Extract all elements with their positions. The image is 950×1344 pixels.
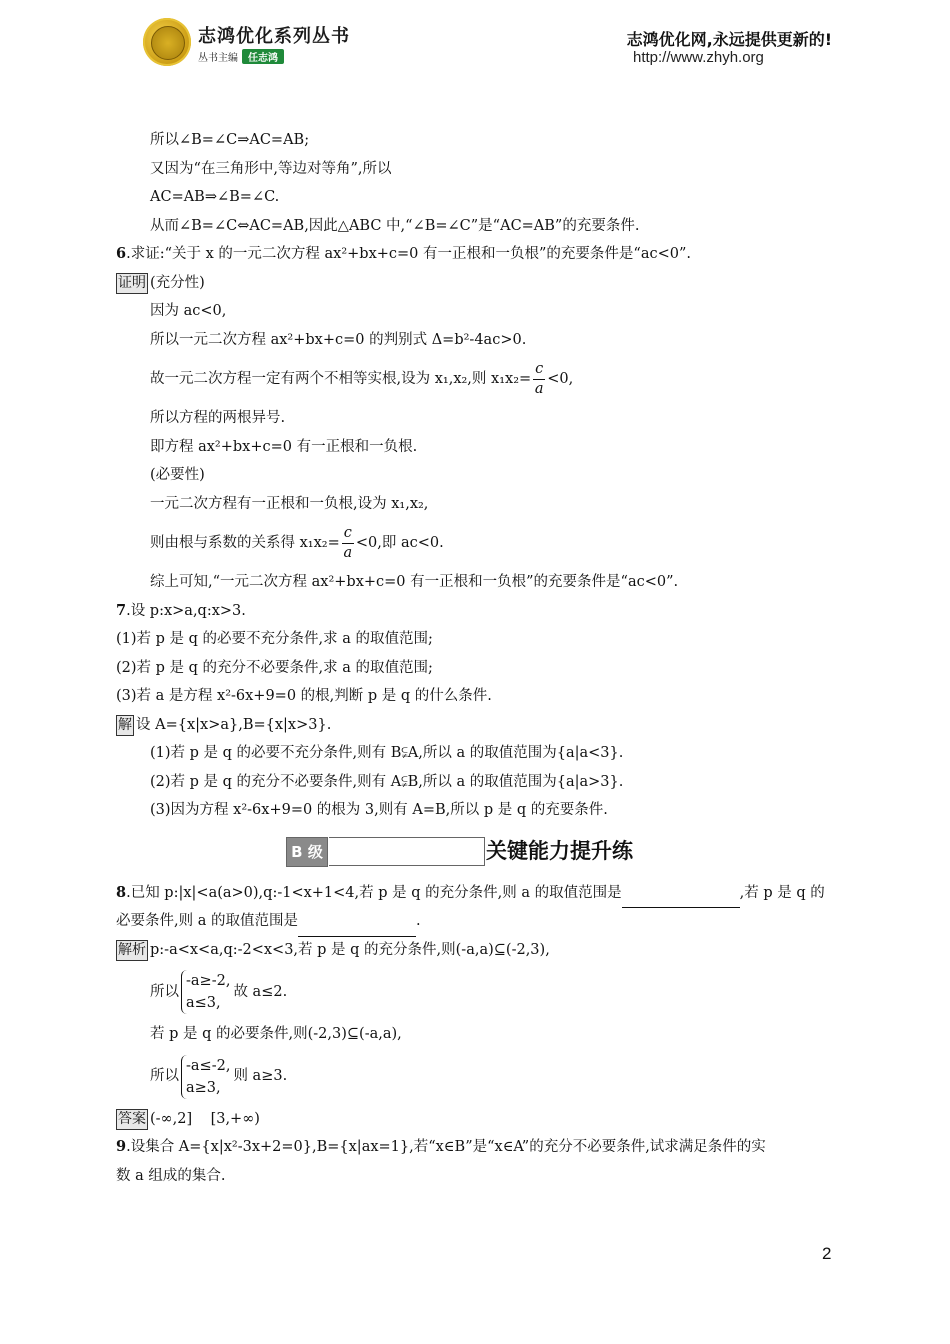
solution-header xyxy=(116,711,836,740)
question-number: 7 xyxy=(116,601,127,619)
question-number: 6 xyxy=(116,245,127,262)
banner-divider xyxy=(329,837,485,866)
brace-suffix: 故 a≤2. xyxy=(233,983,288,1000)
text-line: (1)若 p 是 q 的必要不充分条件,求 a 的取值范围; xyxy=(116,631,433,647)
fraction-prefix: 故一元二次方程一定有两个不相等实根,设为 x₁,x₂,则 x₁x₂= xyxy=(150,370,532,387)
question-text: .已知 p:|x|<a(a>0),q:-1<x+1<4,若 p 是 q 的充分条件,则 a 的取值范围是 xyxy=(126,884,622,901)
brand-logo-icon xyxy=(143,18,191,66)
question-7 xyxy=(116,597,836,626)
solution-text: 设 A={x|x>a},B={x|x>3}. xyxy=(136,716,332,733)
text-line: 因为 ac<0, xyxy=(150,303,227,319)
brand-title: 志鸿优化系列丛书 xyxy=(198,26,350,47)
text-line: (2)若 p 是 q 的充分不必要条件,则有 A⫋B,所以 a 的取值范围为{a|a>3}. xyxy=(150,773,624,790)
text-line: (2)若 p 是 q 的充分不必要条件,求 a 的取值范围; xyxy=(116,659,433,676)
inequality-system xyxy=(181,1055,230,1099)
question-text: .求证:“关于 x 的一元二次方程 ax²+bx+c=0 有一正根和一负根”的充要条件是“ac<0”. xyxy=(126,246,691,262)
brand-editor-tag: 任志鸿 xyxy=(242,49,284,64)
text-line: 从而∠B=∠C⇔AC=AB,因此△ABC 中,“∠B=∠C”是“AC=AB”的充要条件. xyxy=(150,217,640,234)
text-line: 若 p 是 q 的必要条件,则(-2,3)⊆(-a,a), xyxy=(150,1026,402,1042)
section-banner xyxy=(286,829,836,873)
level-badge: B 级 xyxy=(286,837,328,867)
text-line: 所以方程的两根异号. xyxy=(150,410,286,426)
question-text: .设集合 A={x|x²-3x+2=0},B={x|ax=1},若“x∈B”是“x∈A”的充分不必要条件,试求满足条件的实 xyxy=(126,1139,766,1155)
solution-tag: 解 xyxy=(116,715,134,736)
fraction-prefix: 则由根与系数的关系得 x₁x₂= xyxy=(150,534,340,551)
question-8-cont xyxy=(116,907,836,936)
text-line: 即方程 ax²+bx+c=0 有一正根和一负根. xyxy=(150,438,418,455)
question-8 xyxy=(116,879,836,908)
brace-system-1 xyxy=(116,964,836,1020)
analysis-tag: 解析 xyxy=(116,940,148,961)
inequality-row: a≥3, xyxy=(186,1079,221,1096)
text-line: AC=AB⇒∠B=∠C. xyxy=(150,189,280,205)
text-line-fraction xyxy=(116,518,836,568)
answer-line xyxy=(116,1105,836,1134)
text-line: (3)若 a 是方程 x²-6x+9=0 的根,判断 p 是 q 的什么条件. xyxy=(116,688,492,704)
question-9 xyxy=(116,1133,836,1162)
question-6 xyxy=(116,240,836,269)
fraction-c-over-a xyxy=(533,360,545,399)
fraction-denominator: a xyxy=(534,380,544,397)
answer-tag: 答案 xyxy=(116,1109,148,1130)
text-line: (必要性) xyxy=(150,467,205,483)
text-line: (3)因为方程 x²-6x+9=0 的根为 3,则有 A=B,所以 p 是 q 的充要条件. xyxy=(150,802,608,818)
question-number: 8 xyxy=(116,883,127,901)
text-line: 综上可知,“一元二次方程 ax²+bx+c=0 有一正根和一负根”的充要条件是“ac<0”. xyxy=(150,574,679,590)
brand-editor-label: 丛书主编 xyxy=(198,53,238,64)
site-slogan: 志鸿优化网,永远提供更新的! xyxy=(626,30,832,49)
question-text: ,若 p 是 q 的 xyxy=(739,884,825,901)
proof-tag: 证明 xyxy=(116,273,148,294)
brace-prefix: 所以 xyxy=(150,983,179,1000)
inequality-row: -a≤-2, xyxy=(186,1057,231,1074)
inequality-row: -a≥-2, xyxy=(186,973,231,989)
question-text: 必要条件,则 a 的取值范围是 xyxy=(116,913,298,929)
fraction-numerator: c xyxy=(342,524,354,544)
answer-blank[interactable] xyxy=(298,907,416,937)
answer-blank[interactable] xyxy=(622,879,740,909)
answer-text: (-∞,2] [3,+∞) xyxy=(150,1110,260,1127)
site-url[interactable]: http://www.zhyh.org xyxy=(633,49,764,66)
analysis-text: p:-a<x<a,q:-2<x<3,若 p 是 q 的充分条件,则(-a,a)⊆(-2,3), xyxy=(150,941,550,958)
fraction-suffix: <0, xyxy=(547,370,574,387)
inequality-system xyxy=(181,970,230,1014)
proof-sufficiency: (充分性) xyxy=(150,274,205,291)
text-line: 数 a 组成的集合. xyxy=(116,1167,226,1184)
question-text: .设 p:x>a,q:x>3. xyxy=(126,602,246,619)
page-content xyxy=(116,126,836,1190)
fraction-suffix: <0,即 ac<0. xyxy=(355,534,444,551)
proof-header xyxy=(116,269,836,298)
text-line-fraction xyxy=(116,354,836,404)
text-line: 所以∠B=∠C⇒AC=AB; xyxy=(150,132,310,148)
analysis-header xyxy=(116,936,836,965)
fraction-numerator: c xyxy=(533,360,545,380)
text-line: 又因为“在三角形中,等边对等角”,所以 xyxy=(150,160,392,177)
page-number: 2 xyxy=(822,1244,832,1263)
section-title: 关键能力提升练 xyxy=(486,838,633,863)
brace-prefix: 所以 xyxy=(150,1068,179,1085)
question-number: 9 xyxy=(116,1138,127,1155)
text-line: (1)若 p 是 q 的必要不充分条件,则有 B⫋A,所以 a 的取值范围为{a|a<3}. xyxy=(150,745,624,761)
brand-subtitle xyxy=(198,49,284,64)
inequality-row: a≤3, xyxy=(186,995,221,1011)
brace-system-2 xyxy=(116,1049,836,1105)
fraction-c-over-a xyxy=(342,524,354,563)
question-text: . xyxy=(415,913,421,929)
text-line: 一元二次方程有一正根和一负根,设为 x₁,x₂, xyxy=(150,495,429,512)
fraction-denominator: a xyxy=(343,544,353,561)
text-line: 所以一元二次方程 ax²+bx+c=0 的判别式 Δ=b²-4ac>0. xyxy=(150,331,527,348)
brace-suffix: 则 a≥3. xyxy=(233,1068,288,1085)
page-header xyxy=(0,0,950,80)
